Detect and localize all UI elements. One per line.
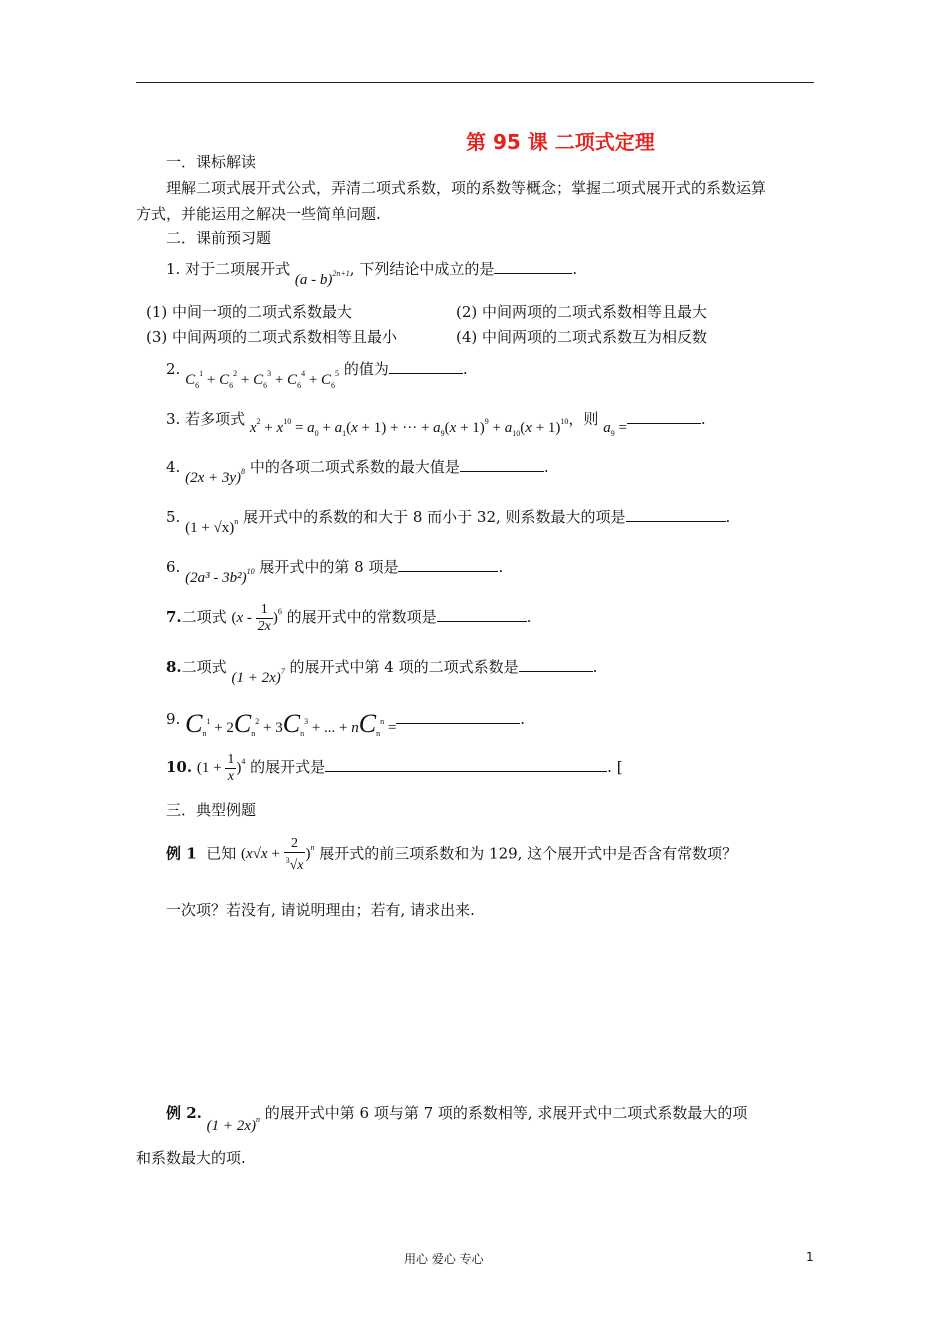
question-1-expression: (a - b)$^{2n+1}$ <box>294 269 350 288</box>
example-2: 例 2. $(1 + 2x)^n$ 的展开式中第 6 项与第 7 项的系数相等, 求展开式中二项式系数最大的项 <box>166 1104 748 1134</box>
answer-blank-7[interactable] <box>437 607 527 622</box>
example-1-label: 例 1 <box>166 844 197 863</box>
option-1: (1) 中间一项的二项式系数最大 <box>146 303 353 321</box>
question-6: 6. (2a³ - 3b²)$^{10}$ 展开式中的第 8 项是 . <box>166 558 504 586</box>
example-2-expression: $(1 + 2x)^n$ <box>206 1115 260 1134</box>
question-1: 1. 对于二项展开式 (a - b)$^{2n+1}$, 下列结论中成立的是 . <box>166 260 578 288</box>
page-number: 1 <box>806 1250 814 1264</box>
question-3-expression: $x^2 + x^{10} = a_0 + a_1(x + 1)$ + ··· + $a_9(x + 1)^9 + a_{10}(x + 1)^{10}$ <box>249 417 569 438</box>
answer-blank-1[interactable] <box>494 259 572 274</box>
question-4: 4. $(2x + 3y)^8$ 中的各项二项式系数的最大值是 . <box>166 458 549 486</box>
question-1-text: , 下列结论中成立的是 <box>349 260 495 278</box>
question-5-expression: $(1 + √x)^n$ <box>185 517 239 536</box>
question-9-expression: $C_n^1 + 2C_n^2 + 3C_n^3$ + ... + $nC_n^n$ = <box>185 709 397 738</box>
answer-blank-3[interactable] <box>627 409 701 424</box>
answer-blank-4[interactable] <box>460 457 544 472</box>
intro-line-2: 方式，并能运用之解决一些简单问题. <box>136 205 381 223</box>
section-heading-2: 二．课前预习题 <box>166 229 272 247</box>
option-4: (4) 中间两项的二项式系数互为相反数 <box>456 328 708 346</box>
footer-slogan: 用心 爱心 专心 <box>404 1252 484 1266</box>
question-2-expression: $C_6^1 + C_6^2 + C_6^3 + C_6^4 + C_6^5$ <box>185 369 340 390</box>
section-heading-1: 一．课标解读 <box>166 153 257 171</box>
question-10: 10. (1 + $\frac{1}{x}$ )$^4$ 的展开式是 . [ <box>166 752 623 785</box>
section-heading-3: 三．典型例题 <box>166 801 257 819</box>
option-3: (3) 中间两项的二项式系数相等且最小 <box>146 328 398 346</box>
question-4-expression: $(2x + 3y)^8$ <box>185 467 246 486</box>
answer-blank-10[interactable] <box>325 757 607 772</box>
intro-line-1: 理解二项式展开式公式，弄清二项式系数，项的系数等概念；掌握二项式展开式的系数运算 <box>166 179 767 197</box>
question-6-expression: (2a³ - 3b²)$^{10}$ <box>185 567 255 586</box>
example-1-line-2: 一次项？若没有, 请说明理由；若有, 请求出来. <box>166 901 475 919</box>
example-1: 例 1 已知 (x√x + $\frac{2}{^3√x}$ )$^n$ 展开式的前三项系数和为 129, 这个展开式中是否含有常数项？ <box>166 836 738 873</box>
header-rule <box>136 82 814 83</box>
option-2: (2) 中间两项的二项式系数相等且最大 <box>456 303 708 321</box>
question-3: 3. 若多项式 $x^2 + x^{10} = a_0 + a_1(x + 1)$ + ··· + $a_9(x + 1)^9 + a_{10}(x + 1)^{10}$，则 $a_9$ = . <box>166 410 706 438</box>
example-2-label: 例 2. <box>166 1104 202 1122</box>
question-5: 5. $(1 + √x)^n$ 展开式中的系数的和大于 8 而小于 32, 则系数最大的项是 . <box>166 508 731 536</box>
answer-blank-2[interactable] <box>389 359 463 374</box>
question-2: 2. $C_6^1 + C_6^2 + C_6^3 + C_6^4 + C_6^5$ 的值为 . <box>166 360 468 390</box>
example-2-line-2: 和系数最大的项. <box>136 1149 246 1167</box>
answer-blank-5[interactable] <box>626 507 726 522</box>
question-9: 9. $C_n^1 + 2C_n^2 + 3C_n^3$ + ... + $nC_n^n$ = . <box>166 709 526 738</box>
page-title: 第 95 课 二项式定理 <box>466 130 655 154</box>
answer-blank-9[interactable] <box>396 709 520 724</box>
answer-blank-8[interactable] <box>519 657 593 672</box>
question-7-expression: (x - $\frac{1}{2x}$ )$^6$ <box>231 602 282 635</box>
question-8-expression: $(1 + 2x)^7$ <box>231 667 285 686</box>
question-1-label: 1. 对于二项展开式 <box>166 260 291 278</box>
example-1-expression: (x√x + $\frac{2}{^3√x}$ )$^n$ <box>241 836 315 873</box>
question-8: 8.二项式 $(1 + 2x)^7$ 的展开式中第 4 项的二项式系数是 . <box>166 658 598 686</box>
answer-blank-6[interactable] <box>398 557 498 572</box>
question-7: 7.二项式 (x - $\frac{1}{2x}$ )$^6$ 的展开式中的常数项是 . <box>166 602 532 635</box>
question-10-expression: (1 + $\frac{1}{x}$ )$^4$ <box>196 752 246 785</box>
